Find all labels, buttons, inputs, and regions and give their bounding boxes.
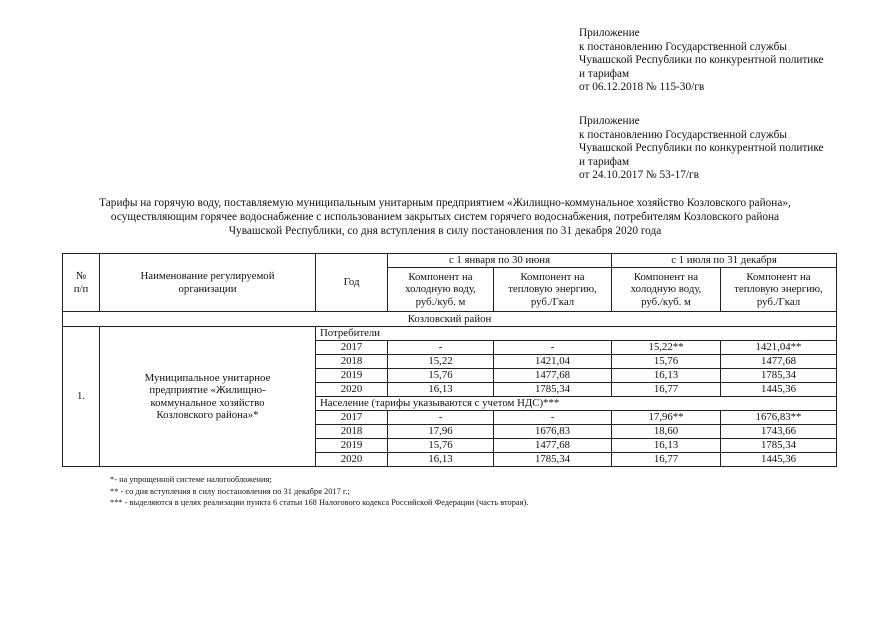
heat-energy-second-half-cell: 1445,36 — [721, 383, 837, 397]
appendix-date-number: от 06.12.2018 № 115-30/гв — [579, 81, 705, 94]
appendix-line: к постановлению Государственной службы — [579, 128, 787, 141]
heat-energy-first-half-cell: - — [494, 341, 612, 355]
year-cell: 2018 — [316, 425, 388, 439]
appendix-line: Приложение — [579, 115, 640, 127]
year-cell: 2018 — [316, 355, 388, 369]
heat-energy-second-half-cell: 1743,66 — [721, 425, 837, 439]
footnotes — [110, 474, 528, 509]
cold-water-first-half-cell: 16,13 — [388, 383, 494, 397]
footnote: ** - со дня вступления в силу постановления по 31 декабря 2017 г.; — [110, 486, 350, 496]
appendix-line: и тарифам — [579, 67, 630, 80]
appendix-line: Чувашской Республики по конкурентной политике — [579, 54, 824, 67]
appendix-original-block — [579, 115, 824, 183]
cold-water-first-half-cell: 15,76 — [388, 369, 494, 383]
header-heat-energy-1: Компонент на тепловую энергию, руб./Гкал — [494, 268, 612, 312]
cold-water-second-half-cell: 18,60 — [612, 425, 721, 439]
title-line: Чувашской Республики, со дня вступления в силу постановления по 31 декабря 2020 года — [228, 225, 662, 238]
cold-water-second-half-cell: 16,13 — [612, 439, 721, 453]
cold-water-second-half-cell: 15,22** — [612, 341, 721, 355]
header-cold-water-2: Компонент на холодную воду, руб./куб. м — [612, 268, 721, 312]
appendix-line: Приложение — [579, 27, 640, 39]
header-year: Год — [316, 254, 388, 312]
heat-energy-second-half-cell: 1421,04** — [721, 341, 837, 355]
appendix-current-block — [579, 27, 824, 95]
title-line: Тарифы на горячую воду, поставляемую муниципальным унитарным предприятием «Жилищно-коммунальное хозяйство Козловского района», — [99, 197, 791, 209]
consumer-group-label: Потребители — [316, 327, 837, 341]
cold-water-first-half-cell: - — [388, 411, 494, 425]
cold-water-second-half-cell: 16,77 — [612, 453, 721, 467]
cold-water-first-half-cell: 17,96 — [388, 425, 494, 439]
footnote: *** - выделяются в целях реализации пункта 6 статьи 168 Налогового кодекса Российской Федерации (часть вторая). — [110, 498, 529, 508]
year-cell: 2019 — [316, 439, 388, 453]
heat-energy-first-half-cell: 1421,04 — [494, 355, 612, 369]
region-row: Козловский район — [63, 312, 837, 327]
heat-energy-first-half-cell: 1477,68 — [494, 439, 612, 453]
heat-energy-second-half-cell: 1676,83** — [721, 411, 837, 425]
cold-water-second-half-cell: 15,76 — [612, 355, 721, 369]
heat-energy-second-half-cell: 1477,68 — [721, 355, 837, 369]
header-period-first-half: с 1 января по 30 июня — [388, 254, 612, 268]
heat-energy-second-half-cell: 1785,34 — [721, 369, 837, 383]
heat-energy-second-half-cell: 1785,34 — [721, 439, 837, 453]
cold-water-second-half-cell: 16,77 — [612, 383, 721, 397]
year-cell: 2017 — [316, 411, 388, 425]
cold-water-first-half-cell: 15,22 — [388, 355, 494, 369]
document-title — [40, 196, 850, 239]
appendix-line: к постановлению Государственной службы — [579, 40, 787, 53]
cold-water-first-half-cell: 15,76 — [388, 439, 494, 453]
heat-energy-first-half-cell: 1477,68 — [494, 369, 612, 383]
footnote: *- на упрощенной системе налогообложения; — [110, 475, 272, 484]
appendix-line: и тарифам — [579, 155, 630, 168]
appendix-line: Чувашской Республики по конкурентной политике — [579, 142, 824, 155]
cold-water-first-half-cell: 16,13 — [388, 453, 494, 467]
header-period-second-half: с 1 июля по 31 декабря — [612, 254, 837, 268]
heat-energy-first-half-cell: 1785,34 — [494, 453, 612, 467]
year-cell: 2020 — [316, 453, 388, 467]
header-organization: Наименование регулируемой организации — [100, 254, 316, 312]
title-line: осуществляющим горячее водоснабжение с использованием закрытых систем горячего водоснабжения, потребителям Козловского района — [110, 211, 780, 224]
year-cell: 2017 — [316, 341, 388, 355]
tariff-table — [62, 253, 837, 467]
heat-energy-first-half-cell: 1785,34 — [494, 383, 612, 397]
cold-water-second-half-cell: 16,13 — [612, 369, 721, 383]
consumer-group-label: Население (тарифы указываются с учетом НДС)*** — [316, 397, 837, 411]
year-cell: 2020 — [316, 383, 388, 397]
header-heat-energy-2: Компонент на тепловую энергию, руб./Гкал — [721, 268, 837, 312]
heat-energy-second-half-cell: 1445,36 — [721, 453, 837, 467]
appendix-date-number: от 24.10.2017 № 53-17/гв — [579, 169, 699, 182]
header-number: № п/п — [63, 254, 100, 312]
heat-energy-first-half-cell: - — [494, 411, 612, 425]
header-cold-water-1: Компонент на холодную воду, руб./куб. м — [388, 268, 494, 312]
heat-energy-first-half-cell: 1676,83 — [494, 425, 612, 439]
cold-water-second-half-cell: 17,96** — [612, 411, 721, 425]
cold-water-first-half-cell: - — [388, 341, 494, 355]
year-cell: 2019 — [316, 369, 388, 383]
organization-cell: Муниципальное унитарное предприятие «Жилищно- коммунальное хозяйство Козловского района»* — [100, 327, 316, 467]
row-number-cell: 1. — [63, 327, 100, 467]
